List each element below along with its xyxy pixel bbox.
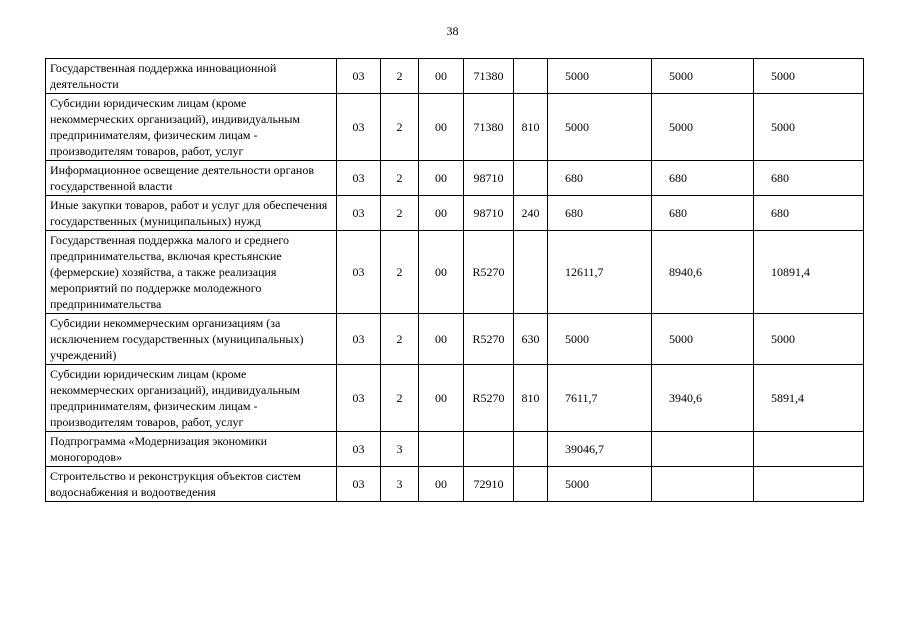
- program-code-cell: 3: [381, 467, 419, 502]
- direction-code-cell: 71380: [464, 59, 514, 94]
- expense-type-cell: 810: [514, 94, 548, 161]
- amount-year3-cell: 10891,4: [754, 231, 864, 314]
- budget-table: [45, 58, 864, 502]
- table-row: [46, 314, 864, 365]
- subprogram-code-cell: 00: [419, 314, 464, 365]
- subprogram-code-cell: 00: [419, 94, 464, 161]
- amount-year3-cell: 5000: [754, 94, 864, 161]
- table-row: [46, 161, 864, 196]
- amount-year1-cell: 680: [548, 196, 652, 231]
- direction-code-cell: 71380: [464, 94, 514, 161]
- amount-year1-cell: 5000: [548, 314, 652, 365]
- row-name-cell: Государственная поддержка малого и среднего предпринимательства, включая крестьянские (фермерские) хозяйства, а также реализация мероприятий по поддержке молодежного предпринимательства: [46, 231, 337, 314]
- table-row: [46, 467, 864, 502]
- amount-year1-cell: 5000: [548, 94, 652, 161]
- table-row: [46, 432, 864, 467]
- table-row: [46, 196, 864, 231]
- program-code-cell: 2: [381, 196, 419, 231]
- expense-type-cell: 240: [514, 196, 548, 231]
- section-code-cell: 03: [337, 432, 381, 467]
- amount-year1-cell: 5000: [548, 467, 652, 502]
- table-row: [46, 59, 864, 94]
- section-code-cell: 03: [337, 94, 381, 161]
- expense-type-cell: [514, 59, 548, 94]
- expense-type-cell: 810: [514, 365, 548, 432]
- amount-year2-cell: 5000: [652, 59, 754, 94]
- row-name-cell: Информационное освещение деятельности органов государственной власти: [46, 161, 337, 196]
- direction-code-cell: 98710: [464, 161, 514, 196]
- program-code-cell: 2: [381, 94, 419, 161]
- amount-year2-cell: 680: [652, 161, 754, 196]
- expense-type-cell: [514, 161, 548, 196]
- table-row: [46, 365, 864, 432]
- program-code-cell: 2: [381, 231, 419, 314]
- subprogram-code-cell: 00: [419, 467, 464, 502]
- section-code-cell: 03: [337, 196, 381, 231]
- section-code-cell: 03: [337, 314, 381, 365]
- table-row: [46, 94, 864, 161]
- amount-year2-cell: 680: [652, 196, 754, 231]
- section-code-cell: 03: [337, 59, 381, 94]
- section-code-cell: 03: [337, 231, 381, 314]
- subprogram-code-cell: [419, 432, 464, 467]
- amount-year1-cell: 12611,7: [548, 231, 652, 314]
- amount-year3-cell: 680: [754, 161, 864, 196]
- amount-year3-cell: [754, 432, 864, 467]
- expense-type-cell: 630: [514, 314, 548, 365]
- subprogram-code-cell: 00: [419, 365, 464, 432]
- amount-year2-cell: 5000: [652, 314, 754, 365]
- amount-year2-cell: 8940,6: [652, 231, 754, 314]
- row-name-cell: Подпрограмма «Модернизация экономики моногородов»: [46, 432, 337, 467]
- page-number: 38: [446, 24, 459, 38]
- subprogram-code-cell: 00: [419, 231, 464, 314]
- section-code-cell: 03: [337, 365, 381, 432]
- amount-year2-cell: 5000: [652, 94, 754, 161]
- table-body: [46, 59, 864, 502]
- direction-code-cell: 98710: [464, 196, 514, 231]
- direction-code-cell: R5270: [464, 365, 514, 432]
- amount-year2-cell: [652, 467, 754, 502]
- amount-year3-cell: 5000: [754, 59, 864, 94]
- direction-code-cell: [464, 432, 514, 467]
- direction-code-cell: R5270: [464, 314, 514, 365]
- subprogram-code-cell: 00: [419, 161, 464, 196]
- expense-type-cell: [514, 432, 548, 467]
- subprogram-code-cell: 00: [419, 196, 464, 231]
- program-code-cell: 2: [381, 365, 419, 432]
- section-code-cell: 03: [337, 161, 381, 196]
- amount-year2-cell: [652, 432, 754, 467]
- program-code-cell: 2: [381, 161, 419, 196]
- expense-type-cell: [514, 467, 548, 502]
- amount-year2-cell: 3940,6: [652, 365, 754, 432]
- row-name-cell: Субсидии некоммерческим организациям (за исключением государственных (муниципальных) учреждений): [46, 314, 337, 365]
- amount-year3-cell: [754, 467, 864, 502]
- section-code-cell: 03: [337, 467, 381, 502]
- row-name-cell: Субсидии юридическим лицам (кроме некоммерческих организаций), индивидуальным предпринимателям, физическим лицам - производителям товаров, работ, услуг: [46, 365, 337, 432]
- direction-code-cell: R5270: [464, 231, 514, 314]
- expense-type-cell: [514, 231, 548, 314]
- amount-year3-cell: 5000: [754, 314, 864, 365]
- amount-year3-cell: 5891,4: [754, 365, 864, 432]
- amount-year1-cell: 5000: [548, 59, 652, 94]
- subprogram-code-cell: 00: [419, 59, 464, 94]
- program-code-cell: 2: [381, 314, 419, 365]
- amount-year1-cell: 680: [548, 161, 652, 196]
- direction-code-cell: 72910: [464, 467, 514, 502]
- row-name-cell: Государственная поддержка инновационной деятельности: [46, 59, 337, 94]
- row-name-cell: Субсидии юридическим лицам (кроме некоммерческих организаций), индивидуальным предпринимателям, физическим лицам - производителям товаров, работ, услуг: [46, 94, 337, 161]
- amount-year3-cell: 680: [754, 196, 864, 231]
- row-name-cell: Строительство и реконструкция объектов систем водоснабжения и водоотведения: [46, 467, 337, 502]
- amount-year1-cell: 39046,7: [548, 432, 652, 467]
- amount-year1-cell: 7611,7: [548, 365, 652, 432]
- table-row: [46, 231, 864, 314]
- row-name-cell: Иные закупки товаров, работ и услуг для обеспечения государственных (муниципальных) нужд: [46, 196, 337, 231]
- program-code-cell: 3: [381, 432, 419, 467]
- program-code-cell: 2: [381, 59, 419, 94]
